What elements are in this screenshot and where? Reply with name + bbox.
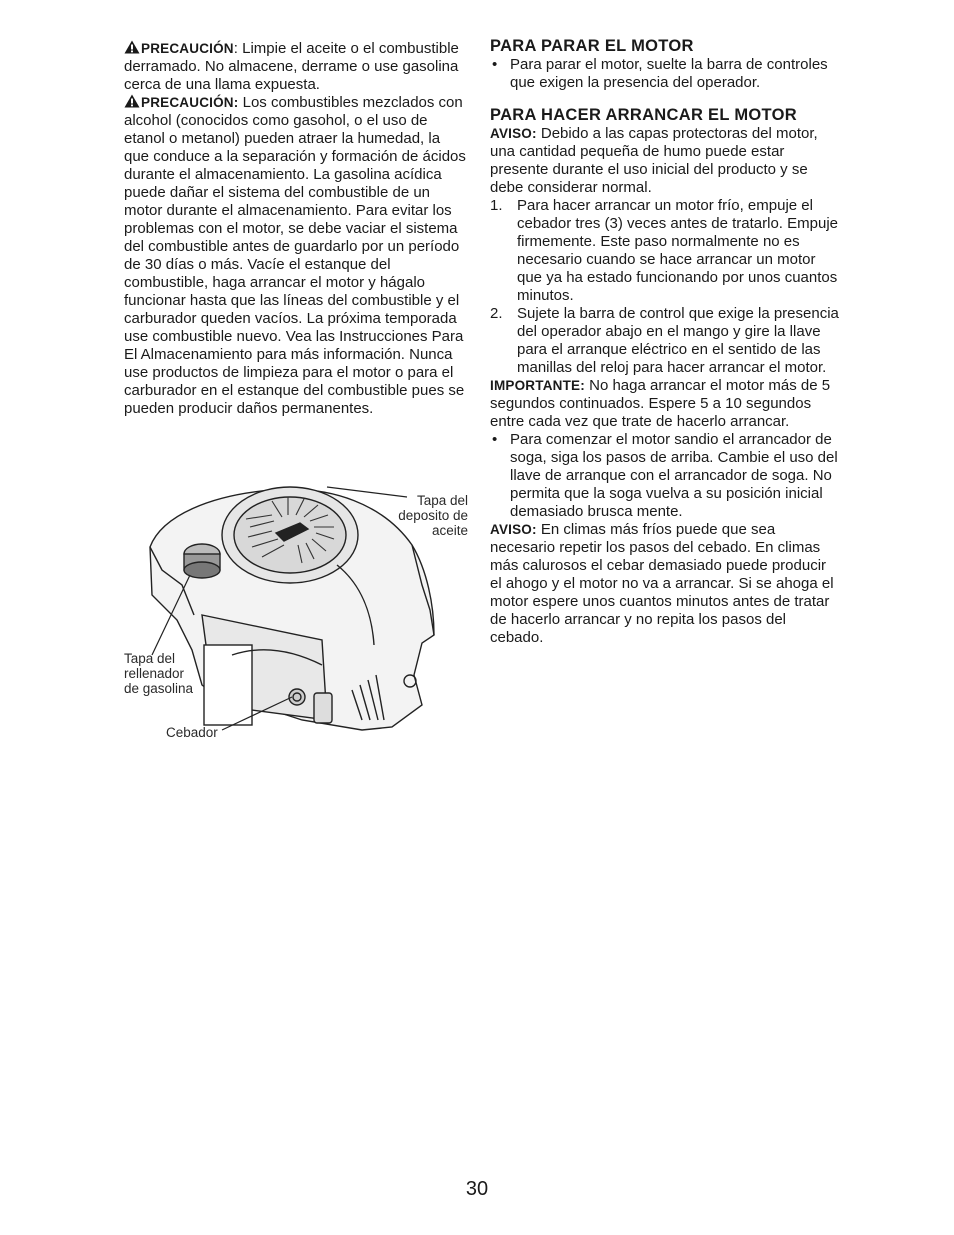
aviso-label: AVISO: <box>490 126 537 141</box>
bullet-text: Para parar el motor, suelte la barra de controles que exigen la presencia del operador. <box>510 56 828 91</box>
aviso-text: Debido a las capas protectoras del motor, una cantidad pequeña de humo puede estar presente durante el uso inicial del producto y se debe considerar normal. <box>490 125 818 196</box>
importante-label: IMPORTANTE: <box>490 378 585 393</box>
aviso-paragraph-1 <box>490 125 840 197</box>
importante-text: No haga arrancar el motor más de 5 segundos continuados. Espere 5 a 10 segundos entre cada vez que trate de hacerlo arrancar. <box>490 377 831 430</box>
fuel-cap-label: Tapa del rellenador de gasolina <box>124 651 194 696</box>
aviso-text: En climas más fríos puede que sea necesario repetir los pasos del cebado. En climas más calurosos el cebar demasiado puede producir el ahogo y el motor no va a arrancar. Si se ahoga el motor espere unos cuantos minutos antes de tratar de hacerlo arrancar y no repita los pasos del cebado. <box>490 521 834 646</box>
engine-illustration <box>122 475 472 755</box>
caution-label: PRECAUCIÓN <box>141 41 234 56</box>
left-column <box>124 40 469 418</box>
page-number: 30 <box>465 1178 489 1200</box>
rope-start-bullet <box>490 431 840 521</box>
warning-icon <box>124 40 140 54</box>
oil-cap-label: Tapa del deposito de aceite <box>398 493 468 538</box>
caution-label: PRECAUCIÓN: <box>141 95 239 110</box>
right-column <box>490 37 840 647</box>
start-step-2 <box>490 305 840 377</box>
stop-engine-heading: PARA PARAR EL MOTOR <box>490 37 694 55</box>
step-number: 2. <box>490 305 503 322</box>
start-step-1 <box>490 197 840 305</box>
step-text: Sujete la barra de control que exige la presencia del operador abajo en el mango y gire la llave para el arranque eléctrico en el sentido de las manillas del reloj para hacer arrancar el motor. <box>517 305 839 376</box>
step-number: 1. <box>490 197 503 214</box>
caution-paragraph-1 <box>124 40 469 94</box>
step-text: Para hacer arrancar un motor frío, empuje el cebador tres (3) veces antes de tratarlo. Empuje firmemente. Este paso normalmente no es necesario cuando se hace arrancar un motor que ya ha estado funcionando por unos cuantos minutos. <box>517 197 838 304</box>
importante-paragraph <box>490 377 840 431</box>
bullet-text: Para comenzar el motor sandio el arrancador de soga, siga los pasos de arriba. Cambie el uso del llave de arranque con el arrancador de soga. No permita que la soga vuelva a su posición inicial demasiado brusca mente. <box>510 431 838 520</box>
start-engine-heading: PARA HACER ARRANCAR EL MOTOR <box>490 106 797 124</box>
caution-text: Los combustibles mezclados con alcohol (conocidos como gasohol, o el uso de etanol o metanol) pueden atraer la humedad, la que conduce a la separación y formación de ácidos durante el almacenamiento. La gasolina acídica puede dañar el sistema del combustible de un motor durante el almacenamiento. Para evitar los problemas con el motor, se debe vaciar el sistema del combustible antes de guardarlo por un período de 30 días o más. Vacíe el estanque del combustible, haga arrancar el motor y hágalo funcionar hasta que las líneas del combustible y el carburador queden vacíos. La próxima temporada use combustible nuevo. Vea las Instrucciones Para El Almacenamiento para más información. Nunca use productos de limpieza para el motor o para el carburador en el estanque del combustible pues se pueden producir daños permanentes. <box>124 94 466 417</box>
caution-paragraph-2 <box>124 94 469 418</box>
caution-text: : Limpie el aceite o el combustible derramado. No almacene, derrame o use gasolina cerca de una llama expuesta. <box>124 40 459 93</box>
aviso-label: AVISO: <box>490 522 537 537</box>
bullet-marker: • <box>492 431 498 448</box>
primer-label: Cebador <box>166 725 218 740</box>
stop-engine-bullet <box>490 56 840 92</box>
warning-icon <box>124 94 140 108</box>
bullet-marker: • <box>492 56 498 73</box>
aviso-paragraph-2 <box>490 521 840 647</box>
